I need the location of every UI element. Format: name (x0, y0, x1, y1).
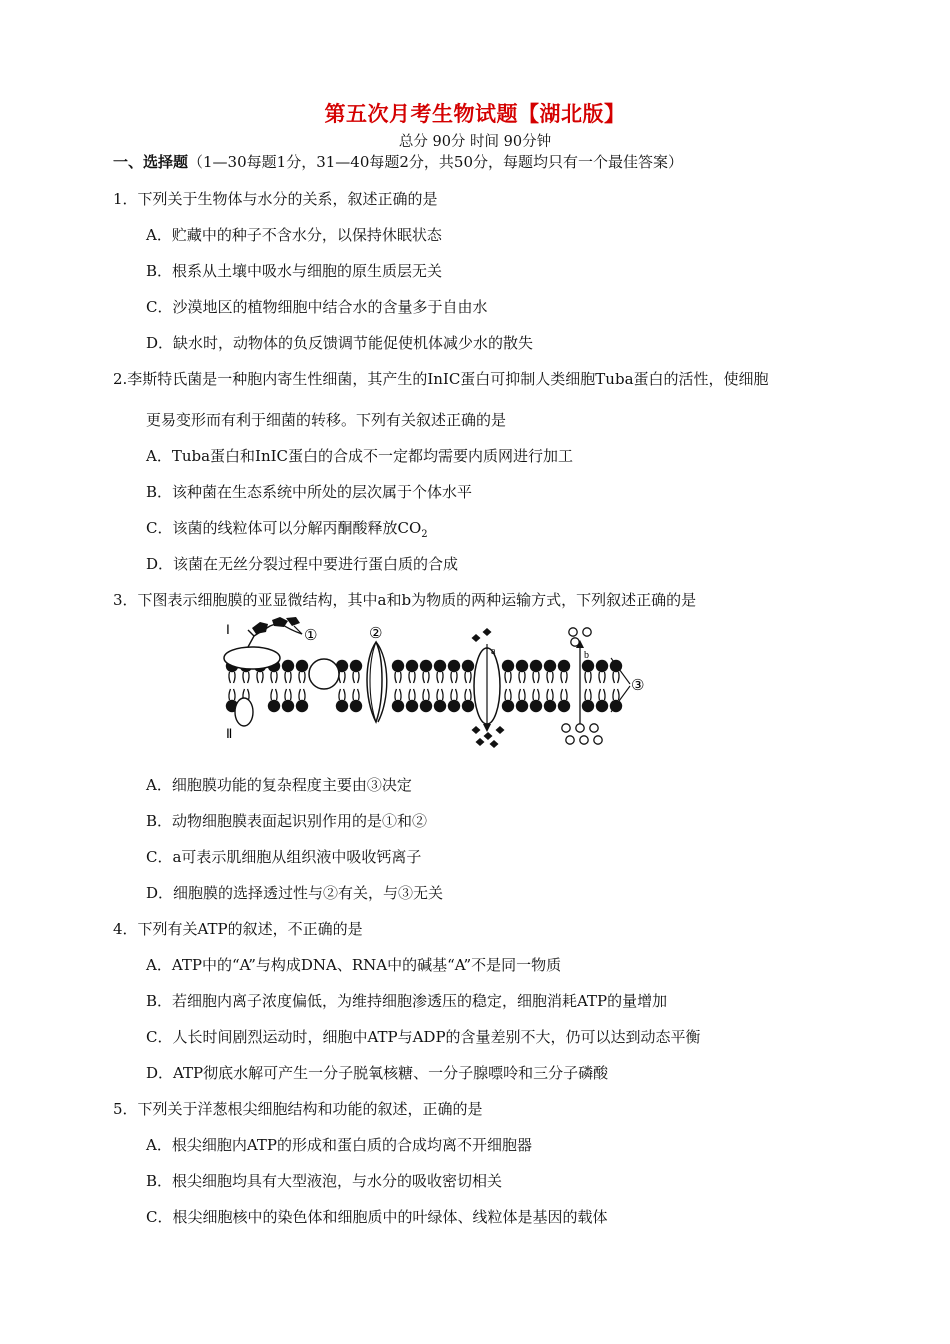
exam-subtitle: 总分 90分 时间 90分钟 (398, 134, 552, 150)
question-5-option-c: C．根尖细胞核中的染色体和细胞质中的叶绿体、线粒体是基因的载体 (146, 1208, 608, 1226)
question-3-stem: 3．下图表示细胞膜的亚显微结构，其中a和b为物质的两种运输方式，下列叙述正确的是 (113, 591, 697, 609)
diffusion-arrow-b (576, 640, 584, 726)
question-2-option-c (146, 517, 428, 540)
outer-phospholipid-layer (226, 660, 622, 683)
question-1-option-c: C．沙漠地区的植物细胞中结合水的含量多于自由水 (146, 298, 488, 316)
question-4-stem: 4．下列有关ATP的叙述，不正确的是 (113, 920, 363, 938)
question-2-option-c-text: C．该菌的线粒体可以分解丙酮酸释放CO (146, 519, 422, 537)
section-label: 一、选择题 (113, 153, 189, 171)
label-a: a (491, 646, 496, 657)
question-2-option-d: D．该菌在无丝分裂过程中要进行蛋白质的合成 (146, 555, 459, 573)
question-1-option-a: A．贮藏中的种子不含水分，以保持休眠状态 (146, 226, 442, 244)
co2-subscript: 2 (421, 529, 428, 540)
question-2-stem-continued: 更易变形而有利于细菌的转移。下列有关叙述正确的是 (146, 411, 507, 429)
question-5-stem: 5．下列关于洋葱根尖细胞结构和功能的叙述，正确的是 (113, 1100, 483, 1118)
carrier-protein-a (474, 644, 500, 732)
question-1-option-b: B．根系从土壤中吸水与细胞的原生质层无关 (146, 262, 443, 280)
question-2-option-a: A．Tuba蛋白和InIC蛋白的合成不一定都均需要内质网进行加工 (146, 447, 574, 465)
question-3-option-d: D．细胞膜的选择透过性与②有关，与③无关 (146, 884, 444, 902)
question-4-option-a: A．ATP中的“A”与构成DNA、RNA中的碱基“A”不是同一物质 (146, 956, 562, 974)
label-inner-side: Ⅱ (226, 726, 233, 741)
transmembrane-protein-2 (367, 642, 387, 722)
inner-peripheral-protein (235, 698, 253, 726)
question-3-option-c: C．a可表示肌细胞从组织液中吸收钙离子 (146, 848, 422, 866)
label-circle-1: ① (304, 626, 318, 644)
question-5-option-b: B．根尖细胞均具有大型液泡，与水分的吸收密切相关 (146, 1172, 503, 1190)
question-2-stem: 2.李斯特氏菌是一种胞内寄生性细菌，其产生的InIC蛋白可抑制人类细胞Tuba蛋白的活性，使细胞 (113, 370, 769, 388)
label-outer-side: Ⅰ (226, 622, 230, 637)
embedded-protein (309, 659, 339, 689)
question-3-option-b: B．动物细胞膜表面起识别作用的是①和② (146, 812, 428, 830)
question-5-option-a: A．根尖细胞内ATP的形成和蛋白质的合成均离不开细胞器 (146, 1136, 532, 1154)
inner-phospholipid-layer (226, 689, 622, 712)
small-circle-molecules-inside (562, 724, 602, 744)
question-1-stem: 1．下列关于生物体与水分的关系，叙述正确的是 (113, 190, 438, 208)
question-4-option-b: B．若细胞内离子浓度偏低，为维持细胞渗透压的稳定，细胞消耗ATP的量增加 (146, 992, 668, 1010)
question-1-option-d: D．缺水时，动物体的负反馈调节能促使机体减少水的散失 (146, 334, 534, 352)
question-2-option-b: B．该种菌在生态系统中所处的层次属于个体水平 (146, 483, 473, 501)
exam-title: 第五次月考生物试题【湖北版】 (324, 101, 626, 126)
label-b: b (584, 650, 589, 661)
question-4-option-c: C．人长时间剧烈运动时，细胞中ATP与ADP的含量差别不大，仍可以达到动态平衡 (146, 1028, 701, 1046)
question-3-option-a: A．细胞膜功能的复杂程度主要由③决定 (146, 776, 412, 794)
label-circle-3: ③ (631, 676, 645, 694)
section-note: （1—30每题1分，31—40每题2分，共50分，每题均只有一个最佳答案） (188, 153, 683, 171)
diamond-molecules-outside (472, 628, 492, 642)
cell-membrane-diagram (218, 614, 654, 752)
section-heading (113, 151, 683, 172)
question-4-option-d: D．ATP彻底水解可产生一分子脱氧核糖、一分子腺嘌呤和三分子磷酸 (146, 1064, 609, 1082)
label-circle-2: ② (369, 624, 383, 642)
